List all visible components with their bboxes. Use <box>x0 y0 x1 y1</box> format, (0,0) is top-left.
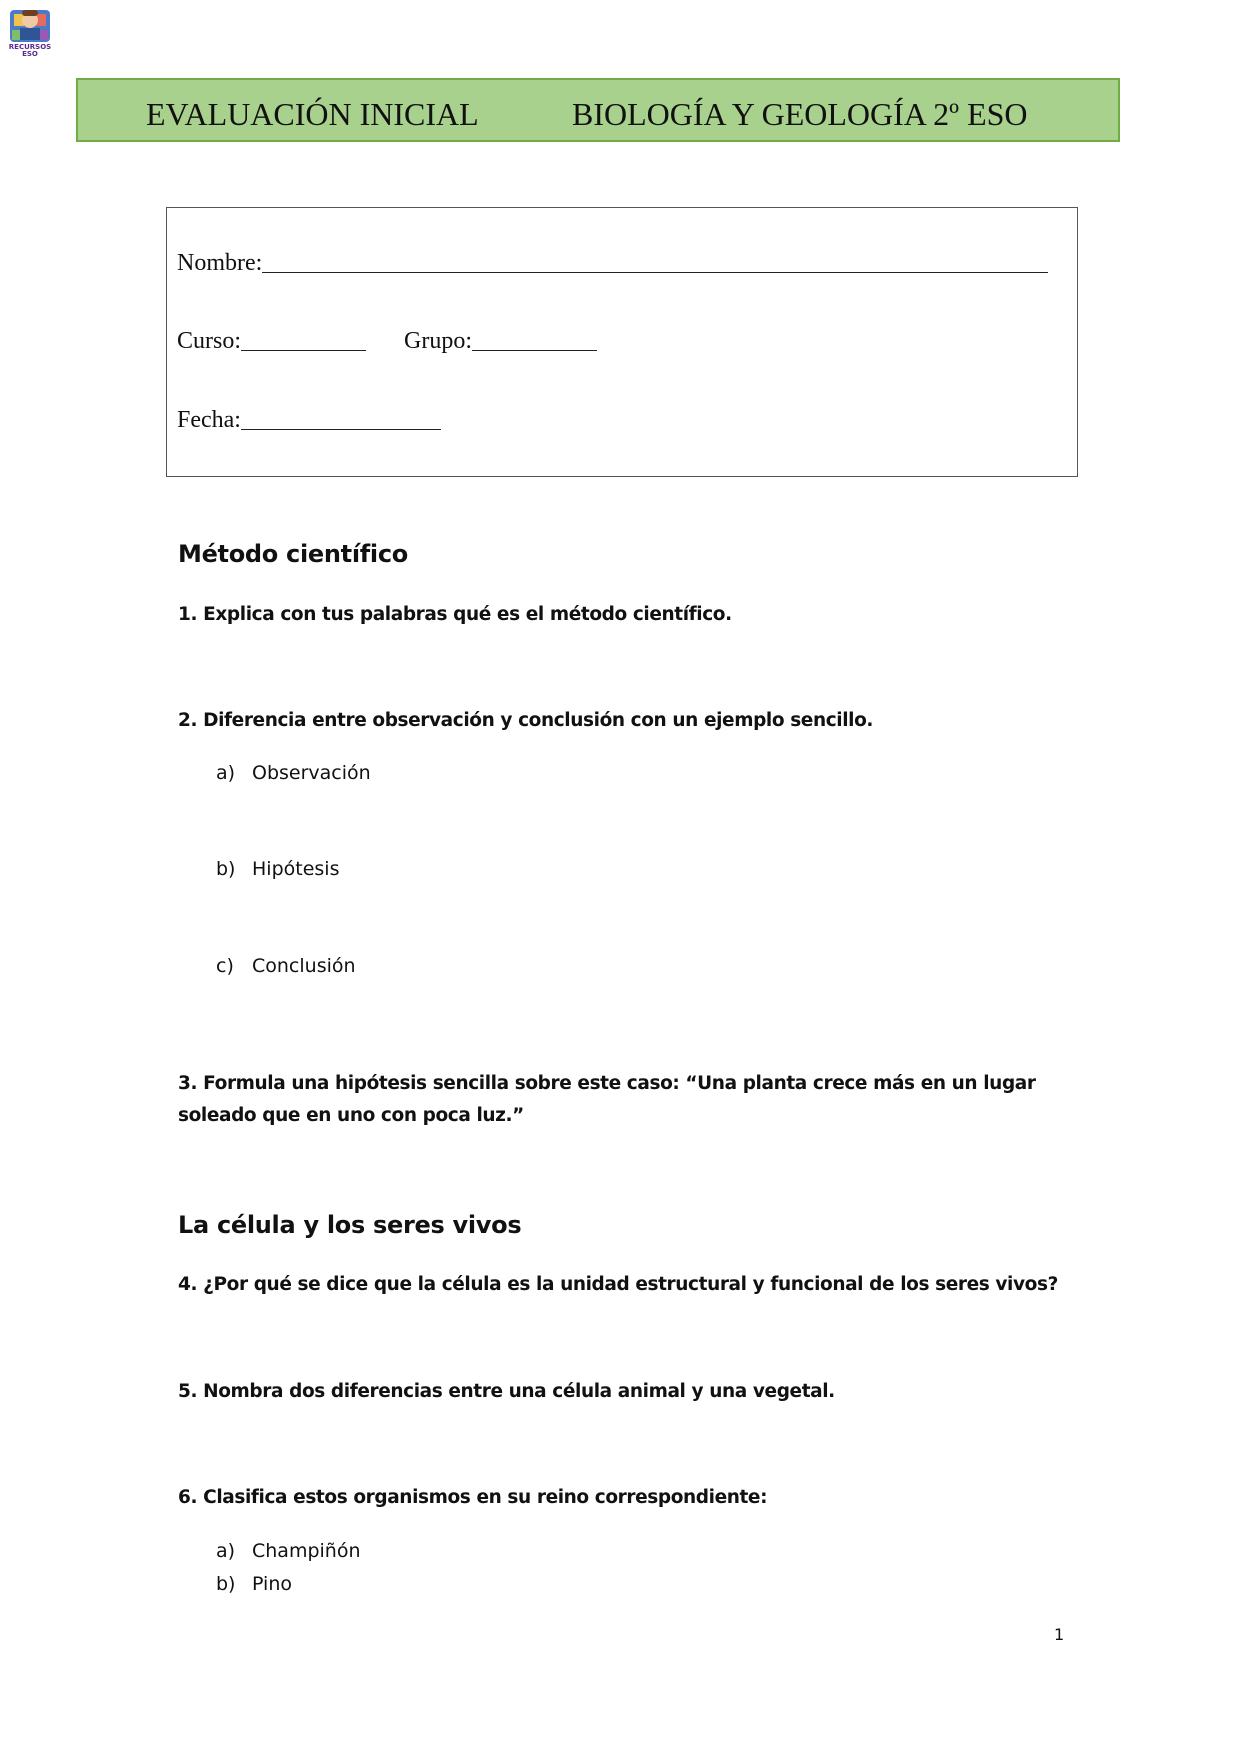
recursos-eso-logo <box>8 4 52 60</box>
question-2-option-b <box>216 858 339 880</box>
subject-title: BIOLOGÍA Y GEOLOGÍA 2º ESO <box>572 96 1028 132</box>
section-title-la-celula: La célula y los seres vivos <box>178 1211 522 1239</box>
question-2: 2. Diferencia entre observación y conclusión con un ejemplo sencillo. <box>178 710 874 731</box>
evaluation-title: EVALUACIÓN INICIAL <box>146 96 479 132</box>
question-5: 5. Nombra dos diferencias entre una célula animal y una vegetal. <box>178 1381 835 1402</box>
fecha-field[interactable] <box>241 407 441 430</box>
curso-grupo-row <box>177 328 597 355</box>
question-6-option-a <box>216 1540 361 1562</box>
question-2-option-a <box>216 762 371 784</box>
option-letter: a) <box>216 1540 236 1562</box>
question-3: 3. Formula una hipótesis sencilla sobre este caso: “Una planta crece más en un lugar soleado que en uno con poca luz.” <box>178 1073 1036 1126</box>
option-letter: b) <box>216 1573 236 1595</box>
option-text: Pino <box>252 1573 292 1595</box>
section-title-metodo-cientifico: Método científico <box>178 540 408 568</box>
option-text: Conclusión <box>252 955 356 977</box>
option-text: Hipótesis <box>252 858 340 880</box>
option-letter: b) <box>216 858 236 880</box>
option-letter: a) <box>216 762 236 784</box>
question-4: 4. ¿Por qué se dice que la célula es la unidad estructural y funcional de los seres vivos? <box>178 1274 1058 1295</box>
grupo-field[interactable] <box>472 328 597 351</box>
page-number: 1 <box>1054 1625 1065 1644</box>
nombre-row <box>177 250 1048 277</box>
option-text: Observación <box>252 762 371 784</box>
option-text: Champiñón <box>252 1540 361 1562</box>
curso-field[interactable] <box>241 328 366 351</box>
question-6-option-b <box>216 1573 292 1595</box>
curso-label: Curso: <box>177 328 242 354</box>
option-letter: c) <box>216 955 234 977</box>
question-2-option-c <box>216 955 356 977</box>
student-info-box <box>166 207 1078 477</box>
fecha-row <box>177 407 441 434</box>
header-banner <box>76 78 1120 142</box>
grupo-label: Grupo: <box>404 328 473 354</box>
nombre-field[interactable] <box>262 250 1048 273</box>
logo-illustration-icon <box>8 4 52 44</box>
fecha-label: Fecha: <box>177 407 241 433</box>
question-1: 1. Explica con tus palabras qué es el método científico. <box>178 604 732 625</box>
nombre-label: Nombre: <box>177 250 263 276</box>
logo-text: RECURSOS ESO <box>8 43 52 58</box>
question-6: 6. Clasifica estos organismos en su reino correspondiente: <box>178 1487 768 1508</box>
